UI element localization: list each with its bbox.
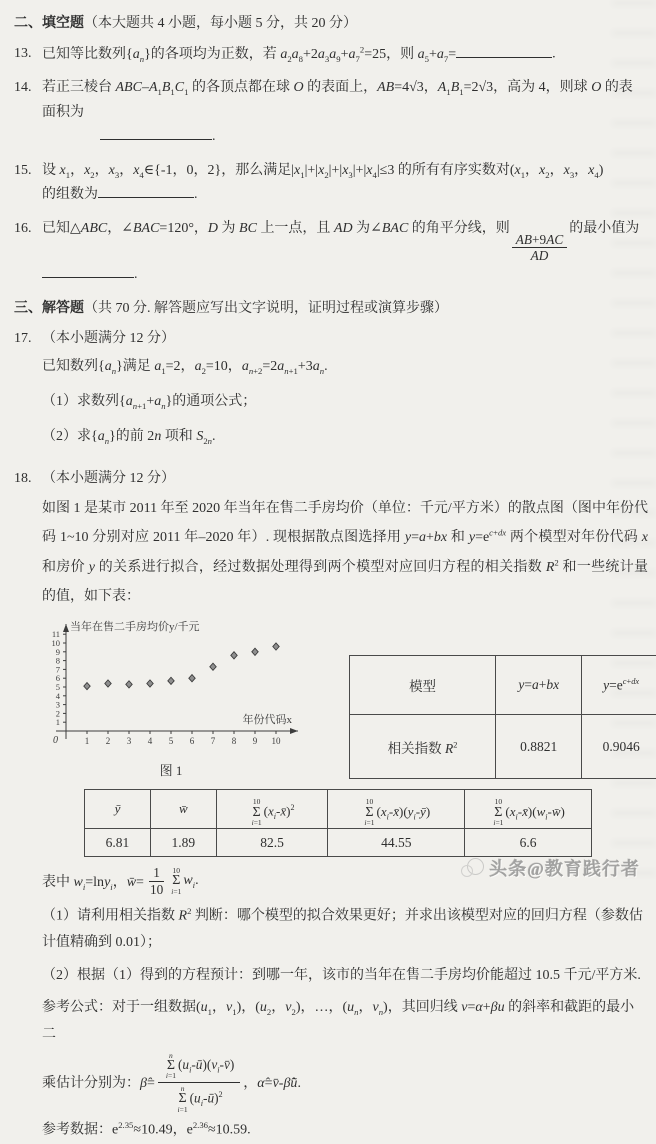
- table-note-fraction-numerator: 1: [149, 865, 164, 881]
- sigma-lower-limit: i=1: [364, 819, 374, 827]
- svg-text:3: 3: [56, 700, 60, 710]
- question-15-tail: .: [194, 187, 198, 202]
- question-18-head: （本小题满分 12 分）: [42, 467, 648, 492]
- question-16-body: [42, 217, 648, 288]
- question-16: [14, 217, 648, 288]
- stats-header-sum-xy: [328, 790, 465, 829]
- question-14-text: 若正三棱台 ABC–$A_1B_1C_1$ 的各顶点都在球 O 的表面上，AB=4√3，$A_1B_1=2√3$，高为 4，则球 O 的表面积为: [42, 80, 633, 120]
- svg-text:6: 6: [190, 736, 195, 746]
- sigma-upper-limit: 10: [366, 798, 374, 806]
- question-15: [14, 159, 648, 208]
- question-17-given: 已知数列$\{a_n\}$满足 $a_1=2$，$a_2=10$，$a_{n+2}=2a_{n+1}+3a_n$.: [42, 353, 648, 382]
- svg-text:当年在售二手房均价y/千元: 当年在售二手房均价y/千元: [70, 619, 200, 633]
- stats-header-sum-xx: [216, 790, 328, 829]
- sigma-glyph: Σ: [167, 1059, 175, 1072]
- beta-hat-numerator-expr: $(u_i-ū)(v_i-v̄)$: [178, 1057, 234, 1075]
- question-15-answer-prefix: 的组数为: [42, 187, 98, 202]
- model-comparison-table: [349, 655, 656, 779]
- sigma-upper-limit: n: [169, 1052, 173, 1060]
- beta-hat-fraction-numerator: [158, 1051, 240, 1083]
- question-15-blank: [98, 184, 194, 198]
- question-17-item2: （2）求$\{a_n\}$的前 2n 项和 $S_{2n}$.: [42, 423, 648, 452]
- svg-text:10: 10: [52, 638, 61, 648]
- sigma-symbol: [252, 798, 262, 826]
- reference-formula-intro: 参考公式：对于一组数据($u_1$，$v_1$)，($u_2$，$v_2$)，…，($u_n$，$v_n$)，其回归线 v=α+βu 的斜率和截距的最小二: [42, 995, 648, 1048]
- svg-text:4: 4: [56, 691, 61, 701]
- table-note-fraction: [146, 865, 167, 897]
- svg-text:2: 2: [106, 736, 111, 746]
- svg-text:6: 6: [56, 674, 60, 684]
- figure-1-caption: 图 1: [36, 760, 306, 779]
- svg-text:9: 9: [56, 647, 60, 657]
- svg-text:5: 5: [56, 682, 60, 692]
- table-note-suffix: $w_i$.: [183, 873, 198, 890]
- question-14-blank: [100, 126, 212, 140]
- svg-text:4: 4: [148, 736, 153, 746]
- stats-header-sum-xw-expr: $(x_i-x̄)(w_i-w̄)$: [505, 804, 564, 822]
- stats-header-ybar: ȳ: [85, 790, 151, 829]
- model-table-r2-linear: 0.8821: [496, 714, 582, 778]
- question-17-head: （本小题满分 12 分）: [42, 327, 648, 352]
- svg-text:7: 7: [56, 665, 60, 675]
- table-note-fraction-denominator: 10: [146, 882, 167, 897]
- stats-value-sum-xw: 6.6: [465, 829, 592, 857]
- model-table-header-model: 模型: [350, 656, 496, 715]
- reference-formula-line: [42, 1051, 648, 1114]
- sigma-upper-limit: 10: [173, 867, 181, 875]
- sigma-glyph: Σ: [172, 874, 180, 887]
- question-16-fraction-numerator: AB+9AC: [512, 232, 567, 248]
- watermark-text: 头条@教育践行者: [489, 855, 640, 881]
- statistics-table-value-row: [85, 829, 592, 857]
- stats-header-wbar: w̄: [150, 790, 216, 829]
- stats-header-sum-xw-content: [491, 798, 565, 826]
- question-15-text: 设 $x_1$，$x_2$，$x_3$，$x_4\in\{-1$，0，2}，那么满足$|x_1|+|x_2|+|x_3|+|x_4|\le 3$ 的所有有序实数对($x_1$，$x_2$，$x_3$，$x_4$): [42, 163, 603, 178]
- question-16-number: 16.: [14, 217, 42, 288]
- sigma-glyph: Σ: [494, 806, 502, 819]
- sigma-lower-limit: i=1: [252, 819, 262, 827]
- sigma-lower-limit: i=1: [178, 1106, 188, 1114]
- svg-text:10: 10: [272, 736, 282, 746]
- sigma-lower-limit: i=1: [171, 888, 181, 896]
- question-15-answer-line: [42, 183, 644, 208]
- sigma-glyph: Σ: [253, 806, 261, 819]
- question-17-number: 17.: [14, 327, 42, 352]
- scatter-plot-svg: [36, 617, 336, 753]
- beta-hat-denominator-expr: $(u_i-ū)^2$: [190, 1090, 223, 1108]
- model-table-r2-exponential: 0.9046: [582, 714, 656, 778]
- stats-value-wbar: 1.89: [150, 829, 216, 857]
- stats-header-sum-xy-expr: $(x_i-x̄)(y_i-ȳ)$: [376, 804, 430, 822]
- question-13-text: 已知等比数列$\{a_n\}$的各项均为正数，若 $a_2a_8+2a_3a_9+a_7^2=25$，则 $a_5+a_7=$: [42, 47, 456, 62]
- svg-text:2: 2: [56, 709, 60, 719]
- question-14-answer-line: [100, 125, 644, 150]
- model-table-header-linear: y=a+bx: [496, 656, 582, 715]
- question-17-item1: （1）求数列$\{a_{n+1}+a_n\}$的通项公式；: [42, 388, 648, 417]
- svg-text:1: 1: [56, 718, 60, 728]
- sigma-glyph: Σ: [178, 1092, 186, 1105]
- question-13-number: 13.: [14, 42, 42, 67]
- svg-text:0: 0: [53, 735, 58, 746]
- svg-text:年份代码x: 年份代码x: [243, 712, 293, 726]
- question-18-paragraph: 如图 1 是某市 2011 年至 2020 年当年在售二手房均价（单位：千元/平方米）的散点图（图中年份代码 1~10 分别对应 2011 年–2020 年）. 现根据散点图选择用 y=a+bx 和 $y=e^{c+dx}$ 两个模型对年份代码 x 和房价 y 的关系进行拟合，经过数据处理得到两个模型对应回归方程的相关指数 $R^2$ 和一些统计量的值，如下表：: [42, 494, 648, 612]
- stats-value-sum-xx: 82.5: [216, 829, 328, 857]
- section-answer-title-rest: （共 70 分. 解答题应写出文字说明，证明过程或演算步骤）: [84, 301, 448, 316]
- svg-text:7: 7: [211, 736, 216, 746]
- question-18-part2: （2）根据（1）得到的方程预计：到哪一年，该市的当年在售二手房均价能超过 10.5 千元/平方米.: [42, 963, 648, 990]
- sigma-symbol: [364, 798, 374, 826]
- question-18-part1: （1）请利用相关指数 $R^2$ 判断：哪个模型的拟合效果更好；并求出该模型对应的回归方程（参数估计值精确到 0.01）；: [42, 903, 648, 957]
- sigma-upper-limit: 10: [495, 798, 503, 806]
- question-14-number: 14.: [14, 76, 42, 150]
- stats-value-ybar: 6.81: [85, 829, 151, 857]
- table-note-prefix: 表中 $w_i=\ln y_i$，w̄=: [42, 871, 144, 892]
- question-17: [14, 327, 648, 352]
- stats-header-sum-xy-content: [362, 798, 430, 826]
- question-14: [14, 76, 648, 150]
- figure-1-row: [36, 617, 648, 779]
- section-fill-title-rest: （本大题共 4 小题，每小题 5 分，共 20 分）: [84, 16, 357, 31]
- svg-text:11: 11: [52, 630, 60, 640]
- question-16-prefix: 已知△ABC，∠BAC=120°，D 为 BC 上一点，且 AD 为∠BAC 的角平分线，则: [42, 221, 510, 236]
- question-18-number: 18.: [14, 467, 42, 492]
- sigma-upper-limit: n: [181, 1085, 185, 1093]
- question-16-tail: .: [134, 267, 138, 282]
- sigma-lower-limit: i=1: [166, 1072, 176, 1080]
- model-table-header-exponential: $y=e^{c+dx}$: [582, 656, 656, 715]
- question-13: [14, 42, 648, 67]
- section-fill-title-bold: 二、填空题: [14, 16, 84, 31]
- stats-value-sum-xy: 44.55: [328, 829, 465, 857]
- watermark-logo-icon: [459, 856, 485, 880]
- question-13-blank: [456, 43, 552, 57]
- question-16-fraction: [512, 232, 567, 264]
- watermark: [459, 855, 640, 881]
- stats-header-sum-xw: [465, 790, 592, 829]
- section-fill-title: [14, 12, 648, 32]
- svg-text:1: 1: [85, 736, 90, 746]
- svg-text:8: 8: [232, 736, 237, 746]
- svg-text:3: 3: [127, 736, 132, 746]
- question-14-body: [42, 76, 648, 150]
- sigma-symbol: [166, 1052, 176, 1080]
- statistics-table: [84, 789, 592, 857]
- beta-hat-fraction: [158, 1051, 240, 1114]
- stats-header-sum-xx-content: [250, 798, 295, 826]
- sigma-symbol: [493, 798, 503, 826]
- section-answer-title: [14, 297, 648, 317]
- question-15-body: [42, 159, 648, 208]
- question-16-fraction-denominator: AD: [527, 248, 553, 263]
- sigma-lower-limit: i=1: [493, 819, 503, 827]
- sigma-upper-limit: 10: [253, 798, 261, 806]
- question-13-body: [42, 42, 648, 67]
- question-18: [14, 467, 648, 492]
- reference-formula-prefix: 乘估计分别为：β̂=: [42, 1072, 155, 1092]
- svg-text:8: 8: [56, 656, 60, 666]
- model-table-row-label: 相关指数 $R^2$: [350, 714, 496, 778]
- model-table-header-row: [350, 656, 656, 715]
- question-13-tail: .: [552, 47, 556, 62]
- sigma-symbol: [178, 1085, 188, 1113]
- question-16-blank: [42, 264, 134, 278]
- question-14-tail: .: [212, 129, 216, 144]
- sigma-glyph: Σ: [365, 806, 373, 819]
- model-table-value-row: [350, 714, 656, 778]
- svg-text:9: 9: [253, 736, 258, 746]
- section-answer-title-bold: 三、解答题: [14, 301, 84, 316]
- question-15-number: 15.: [14, 159, 42, 208]
- svg-text:5: 5: [169, 736, 174, 746]
- reference-data-line: 参考数据：$e^{2.35}\approx 10.49$，$e^{2.36}\approx 10.59$.: [42, 1117, 648, 1144]
- statistics-table-header-row: [85, 790, 592, 829]
- reference-formula-suffix: ，α̂=v̄-β̂ū.: [243, 1072, 301, 1092]
- question-16-suffix: 的最小值为: [569, 221, 639, 236]
- scatter-chart: [36, 617, 341, 779]
- beta-hat-fraction-denominator: [170, 1083, 229, 1113]
- stats-header-sum-xx-expr: $(x_i-x̄)^2$: [264, 803, 295, 821]
